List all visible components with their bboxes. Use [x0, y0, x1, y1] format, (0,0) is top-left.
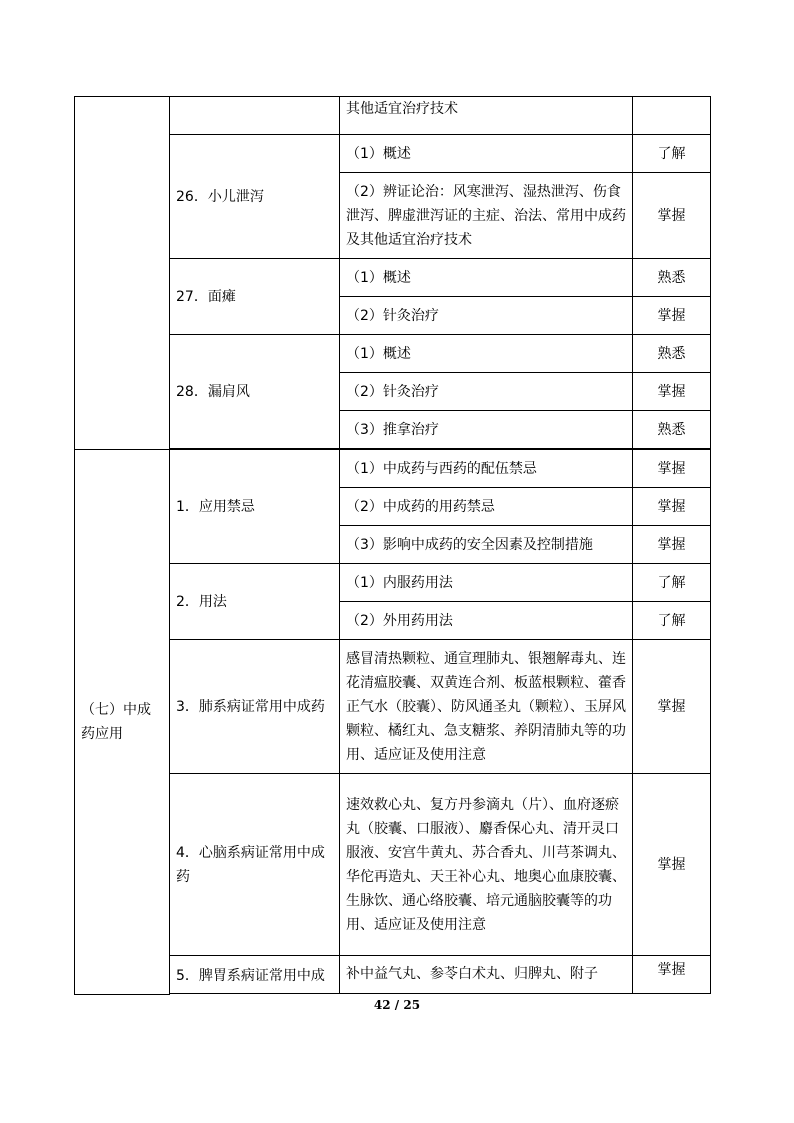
item-cell: （1）概述 — [340, 259, 633, 297]
topic-cell-empty — [170, 97, 340, 135]
unit-cell-continued — [75, 97, 170, 450]
table-row — [75, 97, 711, 135]
table-row — [75, 259, 711, 297]
topic-cell: 26．小儿泄泻 — [170, 135, 340, 259]
spacer-cell — [170, 994, 340, 995]
item-cell: 感冒清热颗粒、通宣理肺丸、银翘解毒丸、连花清瘟胶囊、双黄连合剂、板蓝根颗粒、藿香正气水（胶囊）、防风通圣丸（颗粒）、玉屏风颗粒、橘红丸、急支糖浆、养阴清肺丸等的功用、适应证及使用注意 — [340, 640, 633, 774]
level-cell-empty — [633, 97, 711, 135]
level-cell: 熟悉 — [633, 335, 711, 373]
table-row — [75, 450, 711, 488]
level-cell: 掌握 — [633, 774, 711, 956]
table-row — [75, 956, 711, 994]
topic-cell: 2．用法 — [170, 564, 340, 640]
syllabus-table — [74, 96, 711, 995]
level-cell: 了解 — [633, 602, 711, 640]
topic-cell: 5．脾胃系病证常用中成 — [170, 956, 340, 994]
item-cell: （1）中成药与西药的配伍禁忌 — [340, 450, 633, 488]
level-cell: 熟悉 — [633, 259, 711, 297]
item-cell: 速效救心丸、复方丹参滴丸（片）、血府逐瘀丸（胶囊、口服液）、麝香保心丸、清开灵口服液、安宫牛黄丸、苏合香丸、川芎茶调丸、华佗再造丸、天王补心丸、地奥心血康胶囊、生脉饮、通心络胶囊、培元通脑胶囊等的功用、适应证及使用注意 — [340, 774, 633, 956]
level-cell: 了解 — [633, 135, 711, 173]
item-cell: （2）辨证论治：风寒泄泻、湿热泄泻、伤食泄泻、脾虚泄泻证的主症、治法、常用中成药及其他适宜治疗技术 — [340, 173, 633, 259]
topic-cell: 3．肺系病证常用中成药 — [170, 640, 340, 774]
table-row-spacer — [75, 994, 711, 995]
table-row — [75, 135, 711, 173]
topic-cell: 27．面瘫 — [170, 259, 340, 335]
table-row — [75, 774, 711, 956]
table-row — [75, 335, 711, 373]
item-cell: （1）概述 — [340, 135, 633, 173]
level-cell: 掌握 — [633, 173, 711, 259]
item-cell: （3）推拿治疗 — [340, 411, 633, 449]
spacer-cell — [340, 994, 633, 995]
topic-cell: 28．漏肩风 — [170, 335, 340, 449]
spacer-cell — [633, 994, 711, 995]
topic-cell: 1．应用禁忌 — [170, 450, 340, 564]
level-cell: 掌握 — [633, 450, 711, 488]
level-cell: 掌握 — [633, 526, 711, 564]
level-cell: 掌握 — [633, 640, 711, 774]
item-cell: （2）外用药用法 — [340, 602, 633, 640]
item-cell: （3）影响中成药的安全因素及控制措施 — [340, 526, 633, 564]
level-cell: 了解 — [633, 564, 711, 602]
item-cell: 其他适宜治疗技术 — [340, 97, 633, 135]
unit-cell: （七）中成药应用 — [75, 450, 170, 995]
level-cell: 熟悉 — [633, 411, 711, 449]
item-cell: 补中益气丸、参苓白术丸、归脾丸、附子 — [340, 956, 633, 994]
item-cell: （2）针灸治疗 — [340, 373, 633, 411]
page-number: 42 / 25 — [373, 998, 421, 1012]
item-cell: （1）内服药用法 — [340, 564, 633, 602]
table-row — [75, 640, 711, 774]
table-row — [75, 564, 711, 602]
topic-cell: 4．心脑系病证常用中成药 — [170, 774, 340, 956]
level-cell: 掌握 — [633, 373, 711, 411]
item-cell: （2）中成药的用药禁忌 — [340, 488, 633, 526]
level-cell: 掌握 — [633, 297, 711, 335]
item-cell: （1）概述 — [340, 335, 633, 373]
item-cell: （2）针灸治疗 — [340, 297, 633, 335]
level-cell: 掌握 — [633, 488, 711, 526]
level-cell: 掌握 — [633, 956, 711, 994]
